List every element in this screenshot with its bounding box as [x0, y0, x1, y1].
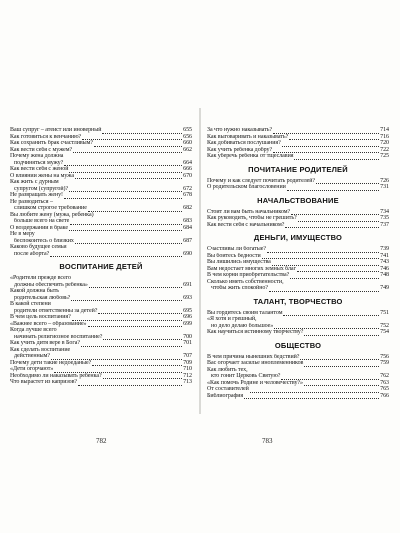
right-page-number: 783: [262, 437, 273, 445]
toc-entry-page: 687: [183, 237, 192, 244]
toc-entry-title: Сколько иметь собственности,: [207, 278, 284, 285]
dot-leader: [75, 174, 182, 179]
toc-entry-title: Как вести себя с мужем?: [10, 146, 73, 153]
toc-entry-page: 743: [380, 259, 389, 265]
toc-entry-title: больше всего на свете: [14, 218, 70, 224]
toc-entry-title: Как любить тех,: [207, 366, 248, 373]
dot-leader: [89, 283, 182, 288]
toc-entry: [207, 153, 389, 160]
dot-leader: [103, 335, 182, 340]
toc-entry-title: Как сделать воспитание: [10, 346, 71, 353]
toc-entry: [10, 192, 192, 199]
dot-leader: [297, 267, 379, 272]
toc-entry-page: 666: [183, 166, 192, 172]
book-fold: [199, 108, 201, 414]
dot-leader: [64, 161, 182, 166]
toc-entry-title: Почему и как следует почитать родителей?: [207, 177, 316, 184]
toc-entry-title: Ваш супруг – атеист или иноверный: [10, 127, 102, 133]
toc-entry-title: чтобы жить спокойно?: [211, 285, 268, 291]
toc-entry: [207, 329, 389, 336]
dot-leader: [283, 311, 379, 316]
toc-entry-title: «Важнее всего – образование»: [10, 320, 87, 327]
toc-entry-title: Вас огорчает засилье иноплеменников: [207, 360, 304, 366]
toc-entry-title: действенным?: [14, 353, 50, 359]
dot-leader: [69, 187, 182, 192]
dot-leader: [75, 239, 182, 244]
toc-entry-page: 709: [183, 359, 192, 366]
toc-entry-title: Как руководить, чтобы не грешить?: [207, 215, 297, 221]
toc-entry-title: От составителей: [207, 386, 249, 392]
toc-entry-title: Вы боитесь бедности: [207, 252, 261, 259]
toc-entry-title: В чем причина нынешних бедствий?: [207, 353, 300, 360]
dot-leader: [69, 168, 182, 173]
dot-leader: [294, 155, 379, 160]
toc-entry-page: 731: [380, 184, 389, 190]
section-heading: ДЕНЬГИ, ИМУЩЕСТВО: [253, 233, 343, 242]
toc-entry-page: 699: [183, 320, 192, 327]
toc-entry: [207, 222, 389, 229]
dot-leader: [88, 207, 182, 212]
toc-entry: [10, 251, 192, 258]
toc-entry-title: начинать религиозное воспитание?: [14, 333, 103, 340]
toc-entry-title: Не разводиться –: [10, 198, 53, 205]
toc-entry-page: 656: [183, 133, 192, 140]
dot-leader: [267, 248, 379, 253]
toc-entry-title: Как вести себя с женой: [10, 166, 69, 172]
toc-entry-title: Когда лучше всего: [10, 327, 57, 333]
dot-leader: [88, 322, 183, 327]
section-heading: ОБЩЕСТВО: [274, 340, 322, 350]
toc-entry-page: 766: [380, 392, 389, 399]
dot-leader: [304, 381, 379, 386]
dot-leader: [291, 210, 379, 215]
toc-entry-title: О родительском благословении: [207, 184, 286, 190]
toc-entry-title: О влиянии жены на мужа: [10, 172, 74, 179]
toc-entry-page: 700: [183, 333, 192, 340]
dot-leader: [73, 148, 182, 153]
toc-entry-page: 752: [380, 322, 389, 329]
toc-entry-title: Не развращать жену!: [10, 192, 64, 198]
dot-leader: [69, 226, 182, 231]
toc-entry-title: Вам недостает многих земных благ: [207, 265, 296, 272]
toc-entry-page: 763: [380, 379, 389, 386]
toc-entry-page: 722: [380, 146, 389, 153]
dot-leader: [70, 220, 182, 225]
dot-leader: [289, 135, 379, 140]
toc-entry-page: 726: [380, 177, 389, 184]
toc-entry-title: родители ответственны за детей?: [14, 307, 98, 314]
toc-entry-title: родительская любовь?: [14, 294, 71, 301]
toc-entry-page: 754: [380, 329, 389, 335]
dot-leader: [304, 331, 379, 336]
dot-leader: [71, 296, 182, 301]
toc-entry-title: Вы гордитесь своим талантом: [207, 309, 283, 316]
toc-entry-page: 678: [183, 192, 192, 198]
toc-entry-title: Каково будущее семьи: [10, 244, 67, 250]
dot-leader: [290, 274, 379, 279]
toc-entry-page: 720: [380, 140, 389, 146]
toc-entry-title: слишком строгое требование: [14, 205, 87, 211]
toc-entry: [10, 340, 192, 347]
toc-entry-page: 707: [183, 353, 192, 359]
toc-entry-title: Как выговаривать и наказывать?: [207, 133, 289, 140]
toc-entry-title: «Я хотя и грешный,: [207, 316, 257, 322]
dot-leader: [287, 186, 379, 191]
toc-entry-title: беспокоитесь о близких: [14, 237, 74, 244]
toc-entry-title: Как вести себя с начальником?: [207, 221, 285, 228]
section-heading: ВОСПИТАНИЕ ДЕТЕЙ: [59, 262, 143, 271]
right-page: [207, 127, 389, 399]
toc-entry-title: «Родители прежде всего: [10, 275, 71, 281]
toc-entry-page: 746: [380, 265, 389, 272]
toc-entry-page: 762: [380, 373, 389, 379]
toc-entry-page: 696: [183, 314, 192, 320]
toc-entry: [10, 225, 192, 232]
toc-entry-page: 725: [380, 153, 389, 159]
toc-entry: [207, 360, 389, 367]
toc-entry-page: 712: [183, 372, 192, 379]
toc-entry-page: 691: [183, 281, 192, 288]
toc-entry-page: 710: [183, 366, 192, 372]
dot-leader: [298, 217, 380, 222]
toc-entry-page: 695: [183, 307, 192, 314]
toc-entry-title: кто гонит Церковь Святую?: [211, 373, 281, 379]
toc-entry-title: Библиография: [207, 392, 244, 399]
toc-entry: [10, 379, 192, 386]
toc-entry-title: Стоит ли вам быть начальником?: [207, 208, 291, 215]
toc-entry-page: 756: [380, 353, 389, 360]
dot-leader: [273, 129, 379, 134]
dot-leader: [244, 394, 379, 399]
dot-leader: [50, 252, 182, 257]
left-page-number: 782: [96, 437, 107, 445]
dot-leader: [300, 355, 379, 360]
toc-entry-title: после аборта?: [14, 250, 50, 257]
dot-leader: [78, 381, 182, 386]
toc-entry-page: 749: [380, 285, 389, 291]
toc-entry-title: Вы любите жену (мужа, ребенка): [10, 211, 94, 218]
section-heading: ТАЛАНТ, ТВОРЧЕСТВО: [253, 296, 343, 306]
toc-entry-page: 683: [183, 218, 192, 224]
toc-entry-page: 735: [380, 215, 389, 221]
toc-entry-title: «Дети огорчают»: [10, 366, 54, 372]
toc-entry-title: В какой степени: [10, 301, 51, 307]
toc-entry-title: Необходимо ли наказывать ребенка?: [10, 372, 102, 379]
toc-entry-page: 682: [183, 205, 192, 211]
toc-entry: [207, 184, 389, 191]
toc-entry-page: 739: [380, 246, 389, 252]
toc-entry-page: 672: [183, 185, 192, 192]
toc-entry-page: 655: [183, 127, 192, 133]
toc-entry: [207, 272, 389, 279]
toc-entry-page: 662: [183, 146, 192, 153]
toc-entry-title: Почему дети такие недоеданые?: [10, 359, 92, 366]
toc-entry-page: 701: [183, 340, 192, 346]
toc-entry-page: 660: [183, 140, 192, 146]
toc-entry: [10, 205, 192, 212]
toc-entry-page: 751: [380, 309, 389, 316]
toc-entry-title: Как уберечь ребенка от тщеславия: [207, 153, 294, 159]
toc-entry-title: Как учить ребенка добру?: [207, 146, 273, 153]
dot-leader: [98, 309, 182, 314]
toc-entry-page: 741: [380, 252, 389, 259]
toc-entry: [207, 285, 389, 292]
toc-entry-title: но дело делаю большое»: [211, 322, 274, 329]
toc-entry-title: Как сохранить брак счастливым?: [10, 140, 93, 146]
toc-entry-title: Вы лишились имущества: [207, 259, 271, 265]
toc-entry-page: 690: [183, 250, 192, 257]
dot-leader: [102, 129, 182, 134]
toc-entry-title: Какой должна быть: [10, 288, 59, 294]
dot-leader: [282, 142, 379, 147]
toc-entry-title: подчиняться мужу?: [14, 159, 64, 166]
toc-entry-title: В чем корни приобретательства?: [207, 272, 290, 278]
toc-entry-title: Не в меру: [10, 231, 35, 237]
toc-entry-title: супругом (супругой)?: [14, 185, 69, 192]
toc-entry-page: 670: [183, 172, 192, 179]
toc-entry-title: должны обеспечить ребенка»: [14, 281, 88, 288]
left-page: [10, 127, 192, 386]
toc-entry-page: 734: [380, 208, 389, 215]
toc-entry-title: Что вырастет из капризов?: [10, 379, 78, 385]
toc-entry-page: 737: [380, 221, 389, 228]
toc-entry-page: 748: [380, 272, 389, 278]
toc-entry-title: Как готовиться к венчанию?: [10, 133, 82, 140]
dot-leader: [316, 179, 379, 184]
toc-entry-page: 759: [380, 360, 389, 366]
dot-leader: [103, 374, 183, 379]
dot-leader: [304, 362, 379, 367]
dot-leader: [72, 316, 182, 321]
toc-entry-page: 713: [183, 379, 192, 385]
section-heading: НАЧАЛЬСТВОВАНИЕ: [257, 195, 339, 205]
dot-leader: [64, 194, 182, 199]
toc-entry-title: О воздержании в браке: [10, 224, 68, 231]
toc-entry-title: Как жить с дурным: [10, 179, 59, 185]
toc-entry-page: 716: [380, 133, 389, 140]
section-heading: ПОЧИТАНИЕ РОДИТЕЛЕЙ: [248, 164, 348, 174]
toc-entry-title: Почему жена должна: [10, 153, 64, 159]
dot-leader: [81, 342, 182, 347]
toc-entry-title: За что нужно наказывать?: [207, 127, 273, 133]
toc-entry-title: Как добиваться послушания?: [207, 140, 281, 146]
toc-entry-page: 684: [183, 224, 192, 231]
dot-leader: [285, 223, 379, 228]
toc-entry-title: Счастливы ли богатые?: [207, 246, 266, 252]
toc-entry-title: В чем цель воспитания?: [10, 314, 71, 320]
dot-leader: [262, 254, 379, 259]
toc-entry-title: «Как помочь Родине и человечеству?»: [207, 379, 303, 386]
toc-entry-page: 664: [183, 159, 192, 166]
dot-leader: [250, 388, 379, 393]
dot-leader: [94, 142, 182, 147]
toc-entry-page: 765: [380, 386, 389, 392]
dot-leader: [92, 361, 182, 366]
toc-entry: [207, 393, 389, 400]
toc-entry-page: 714: [380, 127, 389, 133]
toc-entry-title: Как учить дитя вере в Бога?: [10, 340, 80, 346]
dot-leader: [82, 135, 182, 140]
toc-entry-title: Как научиться истинному творчеству?: [207, 329, 304, 335]
dot-leader: [269, 287, 379, 292]
toc-entry-page: 693: [183, 294, 192, 301]
